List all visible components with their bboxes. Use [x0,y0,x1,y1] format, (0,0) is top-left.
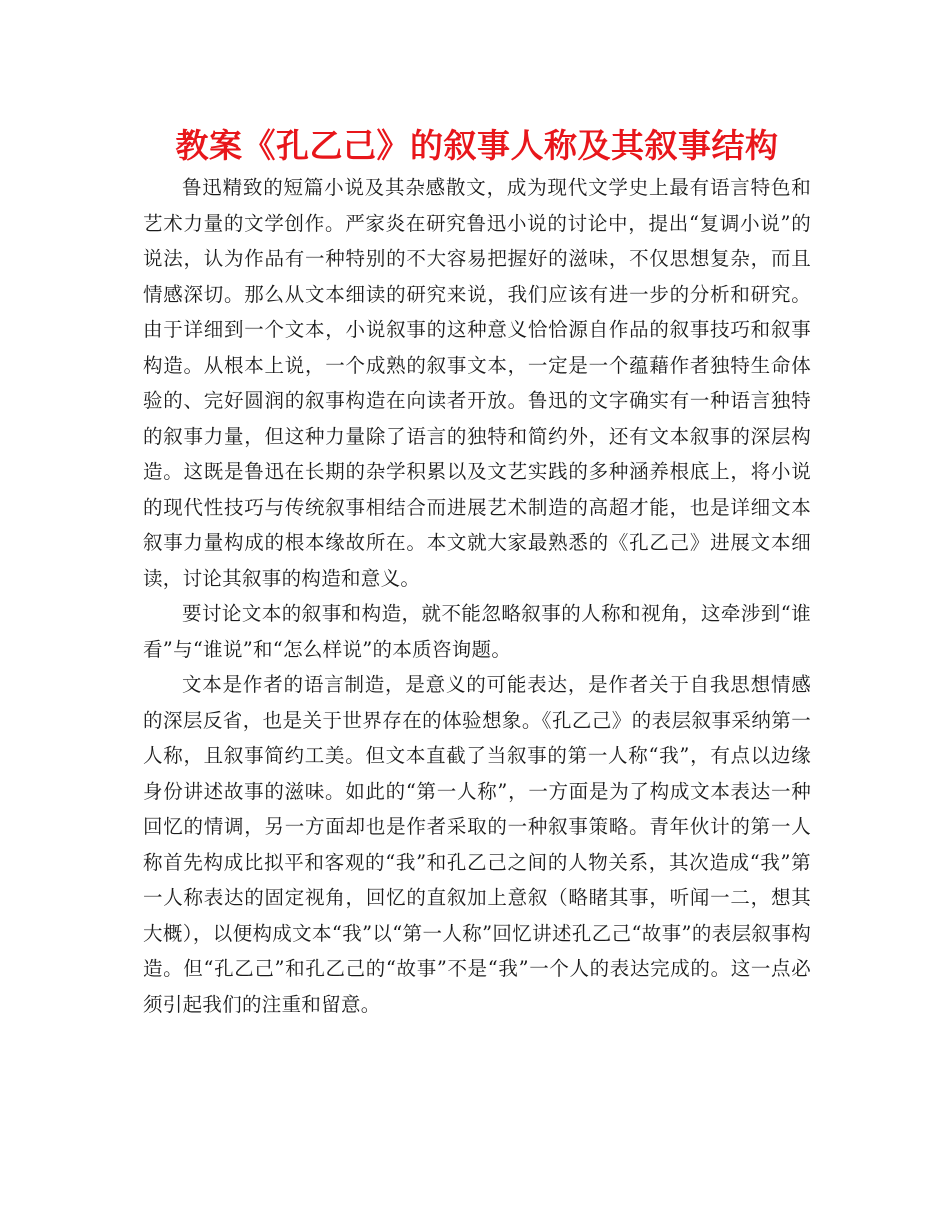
paragraph-3: 文本是作者的语言制造，是意义的可能表达，是作者关于自我思想情感的深层反省，也是关于世界存在的体验想象。《孔乙己》的表层叙事采纳第一人称，且叙事简约工美。但文本直截了当叙事的第一人称“我”，有点以边缘身份讲述故事的滋味。如此的“第一人称”，一方面是为了构成文本表达一种回忆的情调，另一方面却也是作者采取的一种叙事策略。青年伙计的第一人称首先构成比拟平和客观的“我”和孔乙己之间的人物关系，其次造成“我”第一人称表达的固定视角，回忆的直叙加上意叙（略睹其事，听闻一二，想其大概），以便构成文本“我”以“第一人称”回忆讲述孔乙己“故事”的表层叙事构造。但“孔乙己”和孔乙己的“故事”不是“我”一个人的表达完成的。这一点必须引起我们的注重和留意。 [143,673,811,1016]
document-title: 教案《孔乙己》的叙事人称及其叙事结构 [175,126,779,165]
paragraph-2: 要讨论文本的叙事和构造，就不能忽略叙事的人称和视角，这牵涉到“谁看”与“谁说”和“怎么样说”的本质咨询题。 [143,602,811,661]
document-page [143,122,811,1022]
paragraph-1: 鲁迅精致的短篇小说及其杂感散文，成为现代文学史上最有语言特色和艺术力量的文学创作。严家炎在研究鲁迅小说的讨论中，提出“复调小说”的说法，认为作品有一种特别的不大容易把握好的滋味，不仅思想复杂，而且情感深切。那么从文本细读的研究来说，我们应该有进一步的分析和研究。由于详细到一个文本，小说叙事的这种意义恰恰源自作品的叙事技巧和叙事构造。从根本上说，一个成熟的叙事文本，一定是一个蕴藉作者独特生命体验的、完好圆润的叙事构造在向读者开放。鲁迅的文字确实有一种语言独特的叙事力量，但这种力量除了语言的独特和简约外，还有文本叙事的深层构造。这既是鲁迅在长期的杂学积累以及文艺实践的多种涵养根底上，将小说的现代性技巧与传统叙事相结合而进展艺术制造的高超才能，也是详细文本叙事力量构成的根本缘故所在。本文就大家最熟悉的《孔乙己》进展文本细读，讨论其叙事的构造和意义。 [143,176,811,590]
